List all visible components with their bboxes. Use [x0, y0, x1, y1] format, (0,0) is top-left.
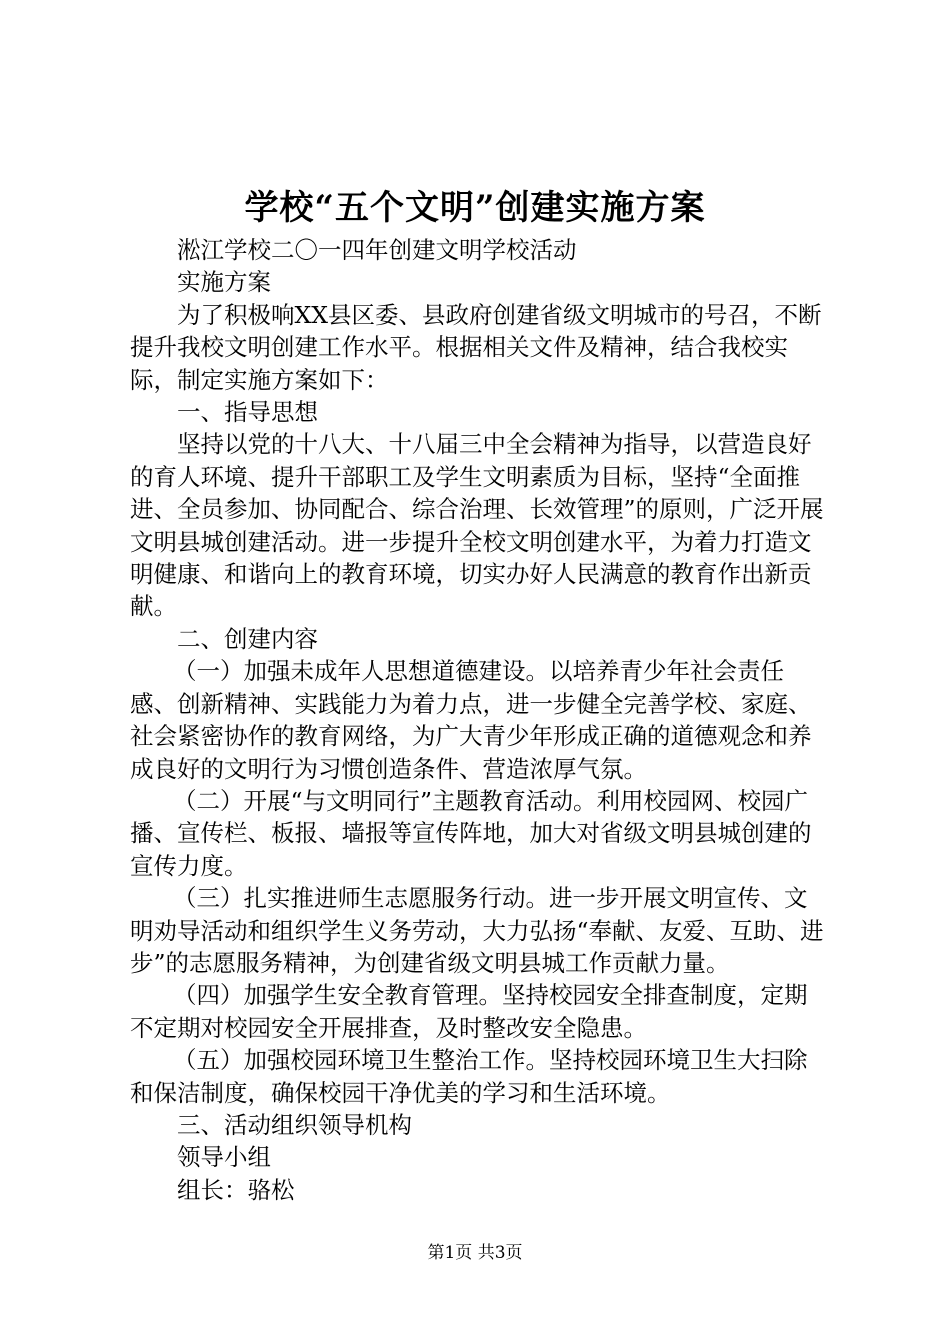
- section-heading: 三、活动组织领导机构: [177, 1110, 412, 1139]
- body-paragraph: （五）加强校园环境卫生整治工作。坚持校园环境卫生大扫除和保洁制度，确保校园干净优美的学习和生活环境。: [130, 1046, 808, 1107]
- subtitle-line: 实施方案: [177, 268, 271, 297]
- body-paragraph: 坚持以党的十八大、十八届三中全会精神为指导，以营造良好的育人环境、提升干部职工及学生文明素质为目标，坚持“全面推进、全员参加、协同配合、综合治理、长效管理”的原则，广泛开展文明县城创建活动。进一步提升全校文明创建水平，为着力打造文明健康、和谐向上的教育环境，切实办好人民满意的教育作出新贡献。: [130, 430, 824, 621]
- body-paragraph: （一）加强未成年人思想道德建设。以培养青少年社会责任感、创新精神、实践能力为着力点，进一步健全完善学校、家庭、社会紧密协作的教育网络，为广大青少年形成正确的道德观念和养成良好的文明行为习惯创造条件、营造浓厚气氛。: [130, 657, 812, 783]
- document-body: [130, 234, 830, 1206]
- body-paragraph: （二）开展“与文明同行”主题教育活动。利用校园网、校园广播、宣传栏、板报、墙报等宣传阵地，加大对省级文明县城创建的宣传力度。: [130, 786, 812, 880]
- intro-paragraph: 为了积极响XX县区委、县政府创建省级文明城市的号召，不断提升我校文明创建工作水平。根据相关文件及精神，结合我校实际，制定实施方案如下：: [130, 300, 822, 394]
- section-heading: 一、指导思想: [177, 398, 318, 427]
- page-footer: 第1页 共3页: [427, 1243, 523, 1263]
- body-line: 领导小组: [177, 1143, 271, 1172]
- subtitle-line: 淞江学校二〇一四年创建文明学校活动: [177, 236, 577, 264]
- section-heading: 二、创建内容: [177, 624, 318, 653]
- document-title: 学校“五个文明”创建实施方案: [244, 188, 706, 228]
- body-paragraph: （四）加强学生安全教育管理。坚持校园安全排查制度，定期不定期对校园安全开展排查，及时整改安全隐患。: [130, 981, 808, 1042]
- body-line: 组长：骆松: [177, 1175, 295, 1204]
- body-paragraph: （三）扎实推进师生志愿服务行动。进一步开展文明宣传、文明劝导活动和组织学生义务劳动，大力弘扬“奉献、友爱、互助、进步”的志愿服务精神，为创建省级文明县城工作贡献力量。: [130, 884, 824, 977]
